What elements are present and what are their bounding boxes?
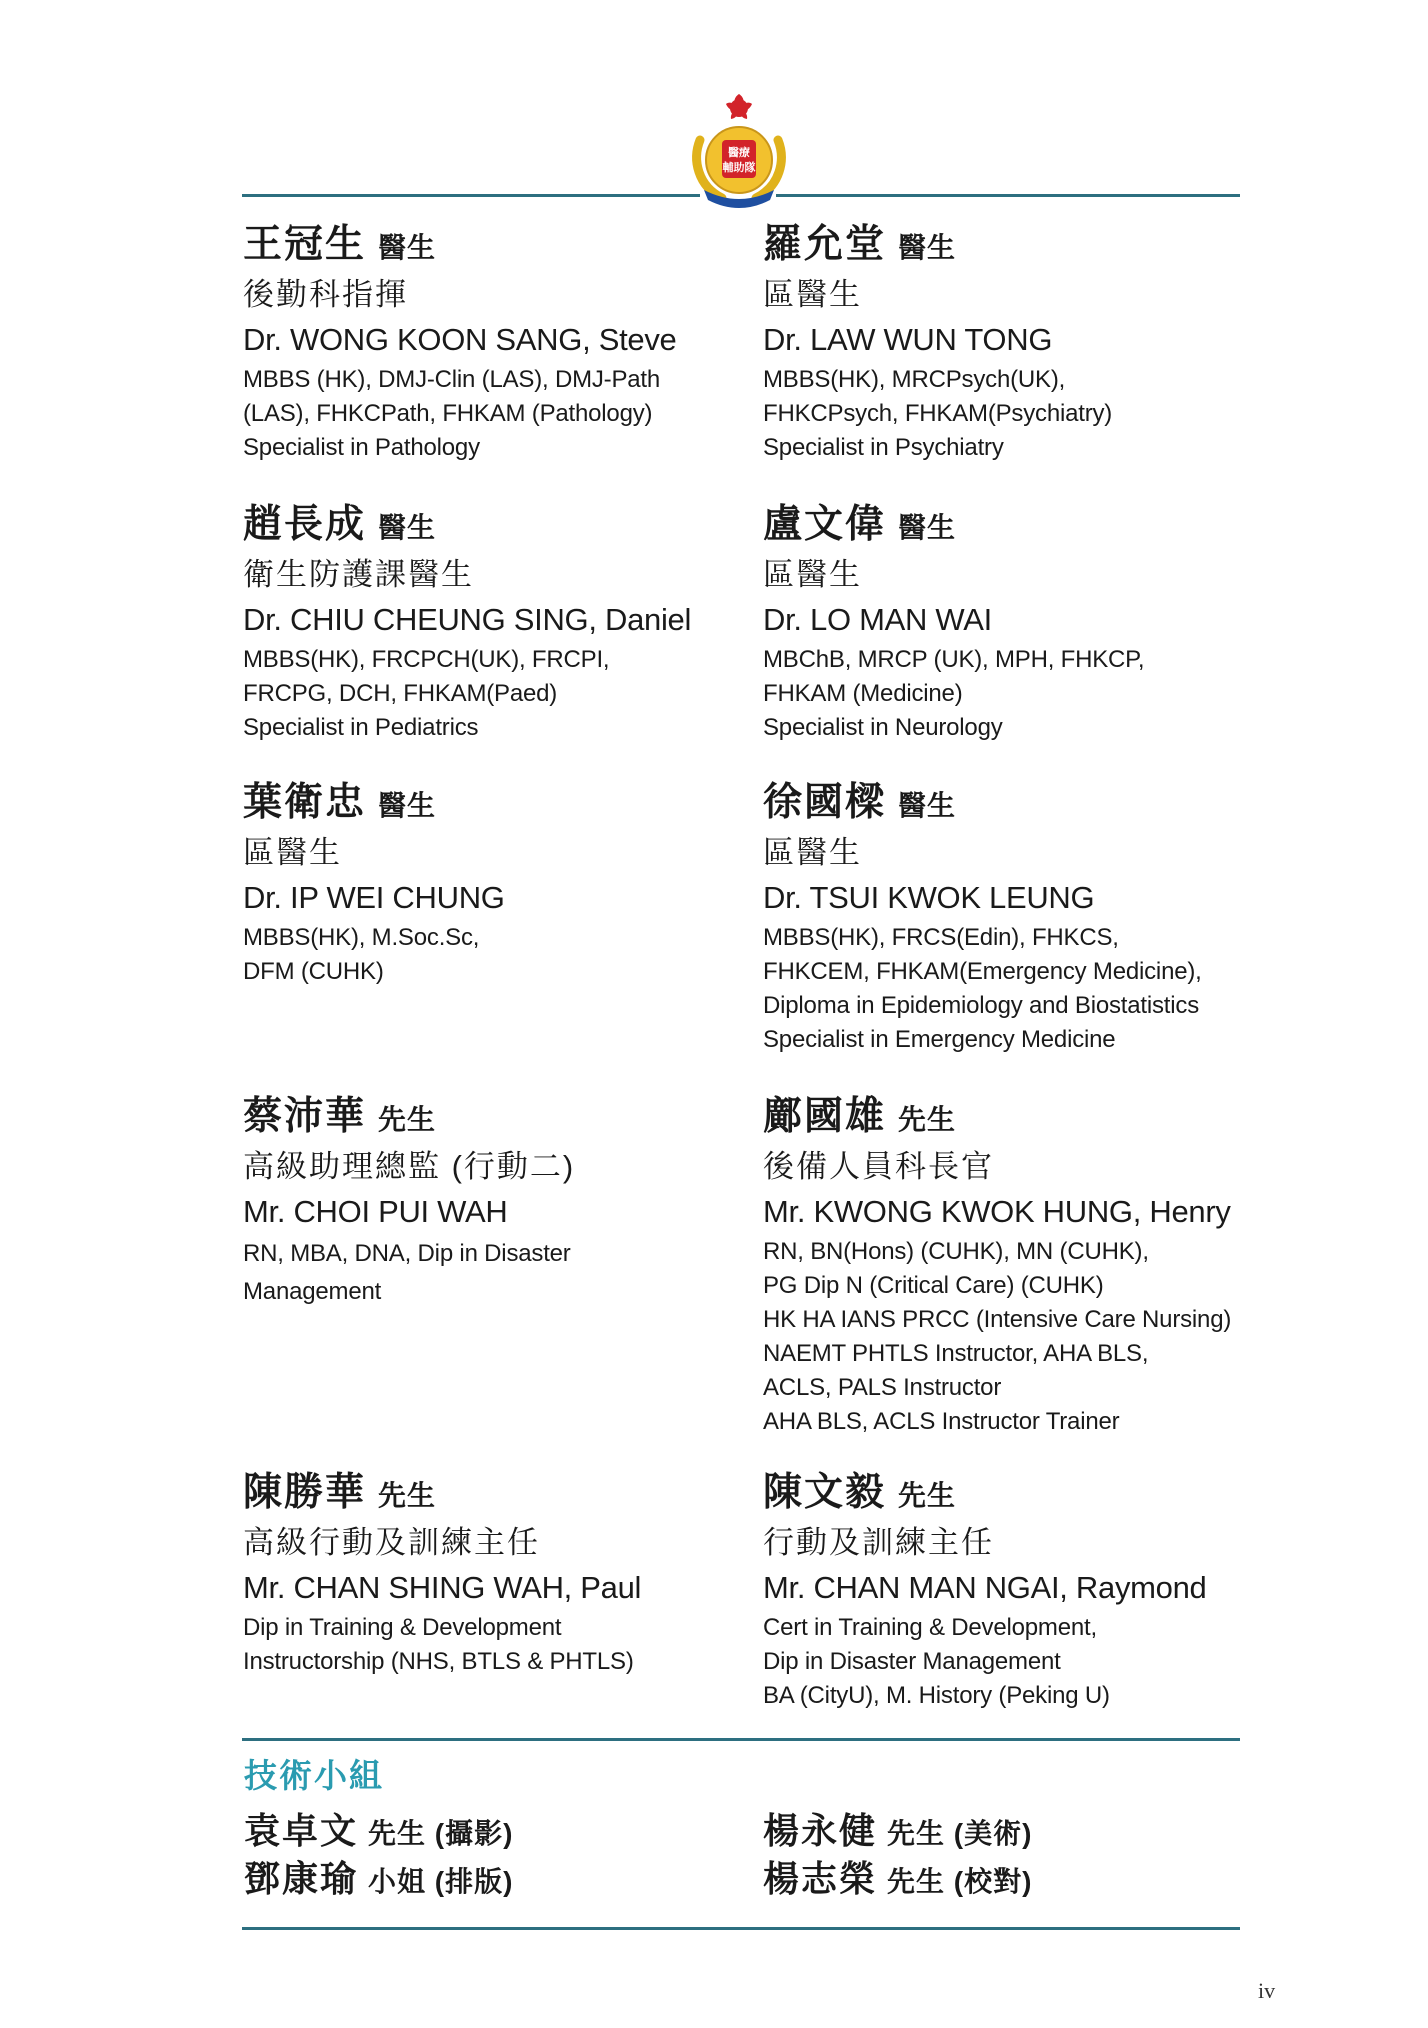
tech-team-credit <box>244 1856 513 1905</box>
qualification-line: MBBS(HK), FRCPCH(UK), FRCPI, <box>243 646 610 673</box>
member-chinese-name: 盧文偉 <box>763 503 887 546</box>
member-chinese-name-line <box>763 1094 1263 1143</box>
member-english-name: Dr. LAW WUN TONG <box>763 322 1053 357</box>
member-entry <box>243 1094 743 1311</box>
member-qualifications <box>763 1235 1263 1439</box>
member-entry <box>243 502 743 745</box>
member-chinese-name: 王冠生 <box>243 223 367 266</box>
member-chinese-name-line <box>763 780 1263 829</box>
member-role: 區醫生 <box>763 277 862 312</box>
auxiliary-medical-service-logo <box>678 90 800 210</box>
member-chinese-title: 先生 <box>378 1480 437 1511</box>
tech-team-credit <box>763 1808 1032 1857</box>
member-role: 區醫生 <box>243 835 342 870</box>
svg-text:輔助隊: 輔助隊 <box>722 161 756 174</box>
qualification-line: Specialist in Pathology <box>243 434 480 461</box>
credit-name: 楊永健 <box>763 1810 878 1851</box>
member-chinese-title: 醫生 <box>898 512 957 543</box>
member-qualifications <box>243 1611 743 1679</box>
section-divider <box>242 1738 1240 1741</box>
qualification-line: NAEMT PHTLS Instructor, AHA BLS, <box>763 1340 1149 1367</box>
member-english-name: Mr. CHAN SHING WAH, Paul <box>243 1570 642 1605</box>
member-qualifications <box>763 921 1263 1057</box>
qualification-line: MBBS(HK), FRCS(Edin), FHKCS, <box>763 924 1119 951</box>
member-role: 後備人員科長官 <box>763 1149 994 1184</box>
member-qualifications <box>763 363 1263 465</box>
member-chinese-title: 醫生 <box>378 790 437 821</box>
header-rule-right <box>776 194 1240 197</box>
qualification-line: Dip in Disaster Management <box>763 1648 1061 1675</box>
qualification-line: Specialist in Neurology <box>763 714 1003 741</box>
header-rule-left <box>242 194 700 197</box>
credit-role: 先生 (美術) <box>887 1818 1033 1849</box>
member-chinese-name: 陳文毅 <box>763 1471 887 1514</box>
qualification-line: Specialist in Pediatrics <box>243 714 479 741</box>
member-chinese-title: 醫生 <box>378 512 437 543</box>
member-chinese-name-line <box>243 1470 743 1519</box>
qualification-line: AHA BLS, ACLS Instructor Trainer <box>763 1408 1120 1435</box>
member-english-name: Mr. CHOI PUI WAH <box>243 1194 508 1229</box>
qualification-line: Specialist in Emergency Medicine <box>763 1026 1116 1053</box>
member-role: 區醫生 <box>763 557 862 592</box>
member-chinese-name-line <box>243 780 743 829</box>
credit-role: 小姐 (排版) <box>368 1866 514 1897</box>
qualification-line: FHKCEM, FHKAM(Emergency Medicine), <box>763 958 1202 985</box>
member-qualifications <box>763 643 1263 745</box>
member-entry <box>763 1094 1263 1439</box>
member-role: 高級助理總監 (行動二) <box>243 1149 576 1184</box>
member-english-name: Dr. LO MAN WAI <box>763 602 992 637</box>
member-english-name: Dr. TSUI KWOK LEUNG <box>763 880 1095 915</box>
qualification-line: FHKAM (Medicine) <box>763 680 963 707</box>
credit-name: 鄧康瑜 <box>244 1858 359 1899</box>
member-english-name: Mr. CHAN MAN NGAI, Raymond <box>763 1570 1207 1605</box>
tech-team-credit <box>244 1808 513 1857</box>
member-chinese-name-line <box>243 502 743 551</box>
qualification-line: BA (CityU), M. History (Peking U) <box>763 1682 1110 1709</box>
member-qualifications <box>243 1235 743 1311</box>
qualification-line: HK HA IANS PRCC (Intensive Care Nursing) <box>763 1306 1232 1333</box>
qualification-line: MBBS(HK), MRCPsych(UK), <box>763 366 1066 393</box>
member-qualifications <box>243 643 743 745</box>
qualification-line: RN, BN(Hons) (CUHK), MN (CUHK), <box>763 1238 1149 1265</box>
member-chinese-name: 徐國樑 <box>763 781 887 824</box>
member-role: 衛生防護課醫生 <box>243 557 474 592</box>
credit-role: 先生 (校對) <box>887 1866 1033 1897</box>
member-entry <box>763 222 1263 465</box>
credit-name: 楊志榮 <box>763 1858 878 1899</box>
qualification-line: Instructorship (NHS, BTLS & PHTLS) <box>243 1648 634 1675</box>
credit-role: 先生 (攝影) <box>368 1818 514 1849</box>
member-chinese-title: 醫生 <box>898 232 957 263</box>
qualification-line: DFM (CUHK) <box>243 958 384 985</box>
member-english-name: Dr. CHIU CHEUNG SING, Daniel <box>243 602 692 637</box>
member-chinese-name: 趙長成 <box>243 503 367 546</box>
member-qualifications <box>243 921 743 989</box>
qualification-line: PG Dip N (Critical Care) (CUHK) <box>763 1272 1104 1299</box>
member-chinese-name-line <box>763 502 1263 551</box>
member-english-name: Mr. KWONG KWOK HUNG, Henry <box>763 1194 1231 1229</box>
qualification-line: Management <box>243 1278 382 1305</box>
member-chinese-title: 醫生 <box>898 790 957 821</box>
member-qualifications <box>243 363 743 465</box>
member-chinese-title: 先生 <box>378 1104 437 1135</box>
member-chinese-name-line <box>243 1094 743 1143</box>
member-entry <box>763 1470 1263 1713</box>
member-role: 後勤科指揮 <box>243 277 408 312</box>
qualification-line: (LAS), FHKCPath, FHKAM (Pathology) <box>243 400 653 427</box>
page-number: iv <box>1258 1978 1276 2003</box>
footer-rule <box>242 1927 1240 1930</box>
member-role: 區醫生 <box>763 835 862 870</box>
qualification-line: MBBS(HK), M.Soc.Sc, <box>243 924 480 951</box>
member-entry <box>243 780 743 989</box>
qualification-line: MBBS (HK), DMJ-Clin (LAS), DMJ-Path <box>243 366 661 393</box>
member-entry <box>763 780 1263 1057</box>
member-chinese-name: 羅允堂 <box>763 223 887 266</box>
member-chinese-title: 醫生 <box>378 232 437 263</box>
member-chinese-name: 陳勝華 <box>243 1471 367 1514</box>
member-chinese-title: 先生 <box>898 1480 957 1511</box>
member-english-name: Dr. IP WEI CHUNG <box>243 880 505 915</box>
qualification-line: ACLS, PALS Instructor <box>763 1374 1002 1401</box>
tech-team-title: 技術小組 <box>244 1757 384 1794</box>
member-role: 行動及訓練主任 <box>763 1525 994 1560</box>
member-chinese-name: 蔡沛華 <box>243 1095 367 1138</box>
member-qualifications <box>763 1611 1263 1713</box>
member-entry <box>243 1470 743 1679</box>
member-chinese-title: 先生 <box>898 1104 957 1135</box>
svg-text:醫療: 醫療 <box>728 146 750 159</box>
member-role: 高級行動及訓練主任 <box>243 1525 540 1560</box>
tech-team-credit <box>763 1856 1032 1905</box>
member-chinese-name-line <box>763 222 1263 271</box>
qualification-line: FHKCPsych, FHKAM(Psychiatry) <box>763 400 1113 427</box>
member-entry <box>243 222 743 465</box>
member-chinese-name-line <box>763 1470 1263 1519</box>
qualification-line: FRCPG, DCH, FHKAM(Paed) <box>243 680 558 707</box>
member-chinese-name: 葉衛忠 <box>243 781 367 824</box>
member-chinese-name-line <box>243 222 743 271</box>
qualification-line: MBChB, MRCP (UK), MPH, FHKCP, <box>763 646 1145 673</box>
credit-name: 袁卓文 <box>244 1810 359 1851</box>
qualification-line: Cert in Training & Development, <box>763 1614 1097 1641</box>
qualification-line: Specialist in Psychiatry <box>763 434 1004 461</box>
qualification-line: RN, MBA, DNA, Dip in Disaster <box>243 1240 571 1267</box>
qualification-line: Diploma in Epidemiology and Biostatistics <box>763 992 1200 1019</box>
qualification-line: Dip in Training & Development <box>243 1614 562 1641</box>
member-entry <box>763 502 1263 745</box>
member-chinese-name: 鄺國雄 <box>763 1095 887 1138</box>
member-english-name: Dr. WONG KOON SANG, Steve <box>243 322 677 357</box>
